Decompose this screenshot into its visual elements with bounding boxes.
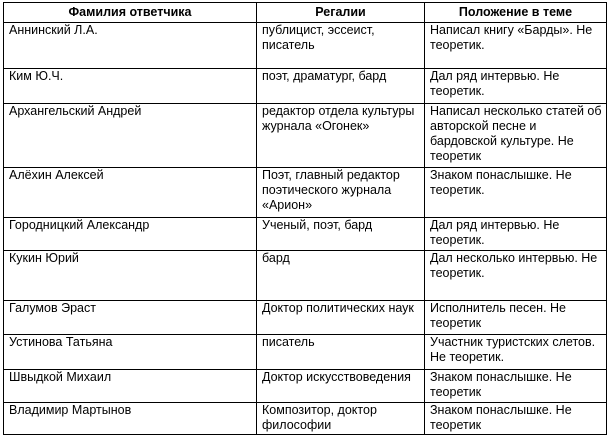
regalia-cell: публицист, эссеист, писатель xyxy=(257,23,425,69)
position-cell: Знаком понаслышке. Не теоретик xyxy=(425,403,607,435)
table-row xyxy=(4,69,607,104)
table-row xyxy=(4,104,607,168)
respondent-name-cell: Архангельский Андрей xyxy=(4,104,257,168)
respondent-name-cell: Галумов Эраст xyxy=(4,301,257,335)
header-regalia: Регалии xyxy=(257,3,425,23)
header-position-in-topic: Положение в теме xyxy=(425,3,607,23)
respondent-name-cell: Аннинский Л.А. xyxy=(4,23,257,69)
respondent-name-cell: Городницкий Александр xyxy=(4,218,257,251)
header-row xyxy=(4,3,607,23)
respondent-name-cell: Швыдкой Михаил xyxy=(4,370,257,403)
respondent-name-cell: Владимир Мартынов xyxy=(4,403,257,435)
regalia-cell: поэт, драматург, бард xyxy=(257,69,425,104)
position-cell: Дал ряд интервью. Не теоретик. xyxy=(425,69,607,104)
position-cell: Дал ряд интервью. Не теоретик. xyxy=(425,218,607,251)
respondent-name-cell: Кукин Юрий xyxy=(4,251,257,301)
regalia-cell: Доктор политических наук xyxy=(257,301,425,335)
regalia-cell: Поэт, главный редактор поэтического журнала «Арион» xyxy=(257,168,425,218)
respondent-name-cell: Устинова Татьяна xyxy=(4,335,257,370)
table-row xyxy=(4,301,607,335)
respondent-name-cell: Ким Ю.Ч. xyxy=(4,69,257,104)
regalia-cell: Ученый, поэт, бард xyxy=(257,218,425,251)
regalia-cell: бард xyxy=(257,251,425,301)
position-cell: Участник туристских слетов. Не теоретик. xyxy=(425,335,607,370)
position-cell: Знаком понаслышке. Не теоретик xyxy=(425,370,607,403)
header-respondent-name: Фамилия ответчика xyxy=(4,3,257,23)
table-row xyxy=(4,218,607,251)
table-row xyxy=(4,403,607,435)
table-row xyxy=(4,335,607,370)
regalia-cell: редактор отдела культуры журнала «Огонек» xyxy=(257,104,425,168)
respondent-name-cell: Алёхин Алексей xyxy=(4,168,257,218)
position-cell: Исполнитель песен. Не теоретик xyxy=(425,301,607,335)
position-cell: Дал несколько интервью. Не теоретик. xyxy=(425,251,607,301)
regalia-cell: писатель xyxy=(257,335,425,370)
table-row xyxy=(4,23,607,69)
position-cell: Написал книгу «Барды». Не теоретик. xyxy=(425,23,607,69)
table-row xyxy=(4,370,607,403)
position-cell: Написал несколько статей об авторской песне и бардовской культуре. Не теоретик xyxy=(425,104,607,168)
respondents-table xyxy=(3,2,607,435)
regalia-cell: Композитор, доктор философии xyxy=(257,403,425,435)
regalia-cell: Доктор искусствоведения xyxy=(257,370,425,403)
table-row xyxy=(4,251,607,301)
table-row xyxy=(4,168,607,218)
position-cell: Знаком понаслышке. Не теоретик. xyxy=(425,168,607,218)
